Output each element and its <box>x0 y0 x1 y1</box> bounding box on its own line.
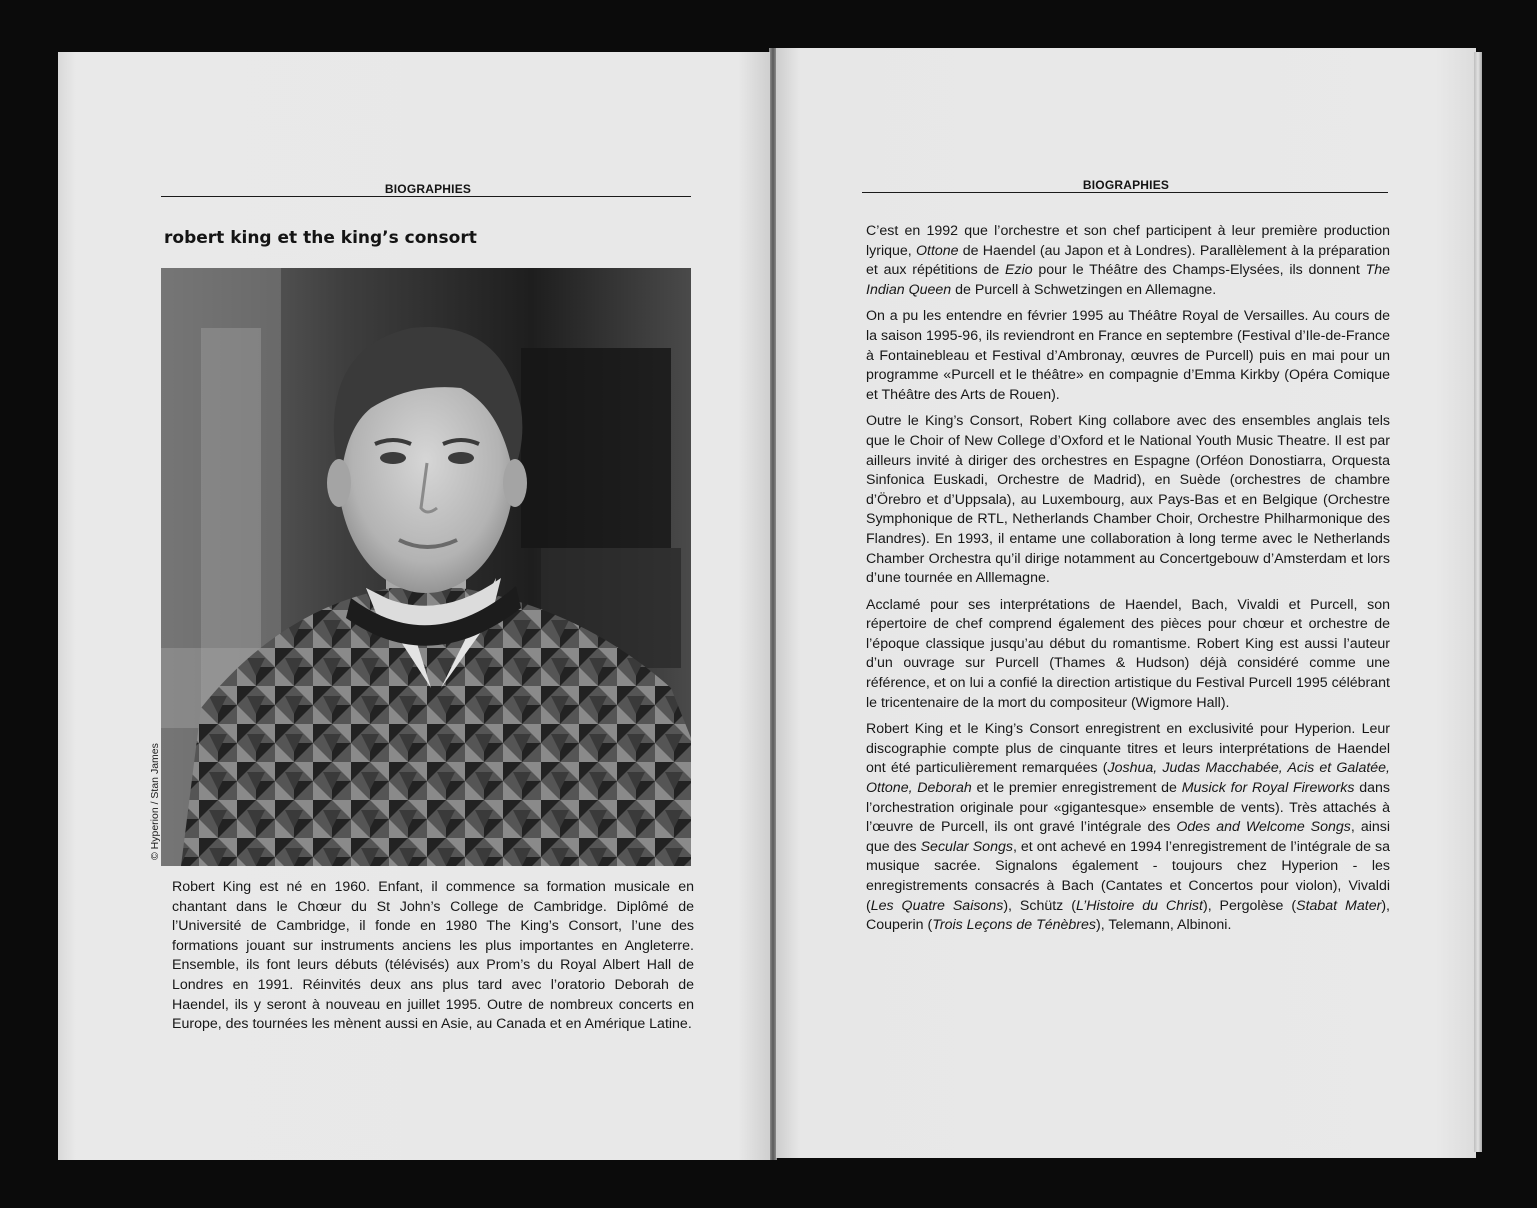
text-run: pour le Théâtre des Champs-Elysées, ils donnent <box>1032 262 1366 279</box>
biography-continuation <box>866 222 1390 936</box>
text-run: ), Telemann, Albinoni. <box>1096 917 1232 934</box>
work-title: Secular Songs <box>920 838 1013 855</box>
biography-intro <box>172 878 694 1035</box>
running-head-left: BIOGRAPHIES <box>384 182 472 196</box>
biography-paragraph <box>866 307 1390 405</box>
biography-intro-paragraph: Robert King est né en 1960. Enfant, il commence sa formation musicale en chantant dans le Chœur du St John’s College de Cambridge. Diplômé de l’Université de Cambridge, il fonde en 1980 The King’s Consort, l’une des formations jouant sur instruments anciens les plus importantes en Angleterre. Ensemble, ils font leurs débuts (télévisés) aux Prom’s du Royal Albert Hall de Londres en 1991. Réinvités deux ans plus tard avec l’oratorio Deborah de Haendel, ils y seront à nouveau en juillet 1995. Outre de nombreux concerts en Europe, des tournées les mènent aussi en Asie, au Canada et en Amérique Latine. <box>172 879 694 1033</box>
biography-paragraph <box>866 412 1390 588</box>
text-run: ), Schütz ( <box>1003 897 1076 914</box>
biography-title: robert king et the king’s consort <box>164 228 477 248</box>
biography-paragraph <box>866 222 1390 300</box>
work-title: Odes and Welcome Songs <box>1176 819 1351 836</box>
biography-paragraph <box>866 596 1390 714</box>
work-title: Musick for Royal Fireworks <box>1181 780 1355 797</box>
page-edge <box>1474 52 1482 1152</box>
work-title: Les Quatre Saisons <box>870 897 1004 914</box>
left-page <box>58 52 770 1160</box>
work-title: Joshua, Judas Macchabée, Acis et Galatée, Ottone, Deborah <box>866 760 1391 797</box>
text-run: et le premier enregistrement de <box>971 780 1182 797</box>
text-run: Robert King et le King’s Consort enregistrent en exclusivité pour Hyperion. Leur discographie compte plus de cinquante titres et leurs interprétations de Haendel ont été particulièrement remarquées ( <box>866 721 1390 777</box>
text-run: C’est en 1992 que l’orchestre et son chef participent à leur première production lyrique, <box>866 223 1390 259</box>
text-run: Outre le King’s Consort, Robert King collabore avec des ensembles anglais tels que le Choir of New College d’Oxford et le National Youth Music Theatre. Il est par ailleurs invité à diriger des orchestres en Espagne (Orféon Donostiarra, Orquesta Sinfonica Euskadi, Orchestre de Madrid), en Suède (orchestres de chambre d’Örebro et d’Uppsala), au Luxembourg, aux Pays-Bas et en Belgique (Orchestre Symphonique de RTL, Netherlands Chamber Choir, Orchestre Philharmonique des Flandres). En 1993, il entame une collaboration à long terme avec le Netherlands Chamber Orchestra qu’il dirige notamment au Concertgebouw d’Amsterdam et lors d’une tournée en Alllemagne. <box>866 413 1390 587</box>
work-title: Stabat Mater <box>1296 897 1382 914</box>
text-run: , et ont achevé en 1994 l’enregistrement de l’intégrale de sa musique sacrée. Signalons également - toujours chez Hyperion - les enregistrements consacrés à Bach (Cantates et Concertos pour violon), Vivaldi ( <box>866 838 1390 914</box>
running-head-right: BIOGRAPHIES <box>1082 178 1170 192</box>
work-title: Ezio <box>1005 262 1033 279</box>
text-run: On a pu les entendre en février 1995 au Théâtre Royal de Versailles. Au cours de la saison 1995-96, ils reviendront en France en septembre (Festival d’Ile-de-France à Fontainebleau et Festival d’Ambronay, œuvres de Purcell) puis en mai pour un programme «Purcell et le théâtre» en compagnie d’Emma Kirkby (Opéra Comique et Théâtre des Arts de Rouen). <box>866 308 1390 403</box>
work-title: L’Histoire du Christ <box>1075 897 1203 914</box>
work-title: The Indian Queen <box>866 262 1391 298</box>
text-run: ), Pergolèse ( <box>1202 897 1297 914</box>
text-run: Acclamé pour ses interprétations de Haendel, Bach, Vivaldi et Purcell, son répertoire de chef comprend également des pièces pour chœur et orchestre de l’époque classique jusqu’au début du romantisme. Robert King est aussi l’auteur d’un ouvrage sur Purcell (Thames & Hudson) déjà considéré comme une référence, et on lui a confié la direction artistique du Festival Purcell 1995 célébrant le tricentenaire de la mort du compositeur (Wigmore Hall). <box>866 596 1390 711</box>
running-head-rule-left <box>161 196 691 197</box>
biography-paragraph <box>866 720 1390 936</box>
text-run: , ainsi que des <box>866 819 1390 855</box>
text-run: de Haendel (au Japon et à Londres). Parallèlement à la préparation et aux répétitions de <box>866 242 1390 279</box>
running-head-rule-right <box>862 192 1388 193</box>
work-title: Trois Leçons de Ténèbres <box>932 917 1097 934</box>
portrait-photo <box>161 268 691 866</box>
text-run: ), Couperin ( <box>866 897 1390 934</box>
photo-credit: © Hyperion / Stan James <box>149 743 161 860</box>
work-title: Ottone <box>915 242 959 259</box>
right-page <box>776 48 1476 1158</box>
text-run: dans l’orchestration originale pour «gigantesque» ensemble de vents). Très attachés à l’œuvre de Purcell, ils ont gravé l’intégrale des <box>866 780 1390 836</box>
text-run: de Purcell à Schwetzingen en Allemagne. <box>951 281 1217 298</box>
